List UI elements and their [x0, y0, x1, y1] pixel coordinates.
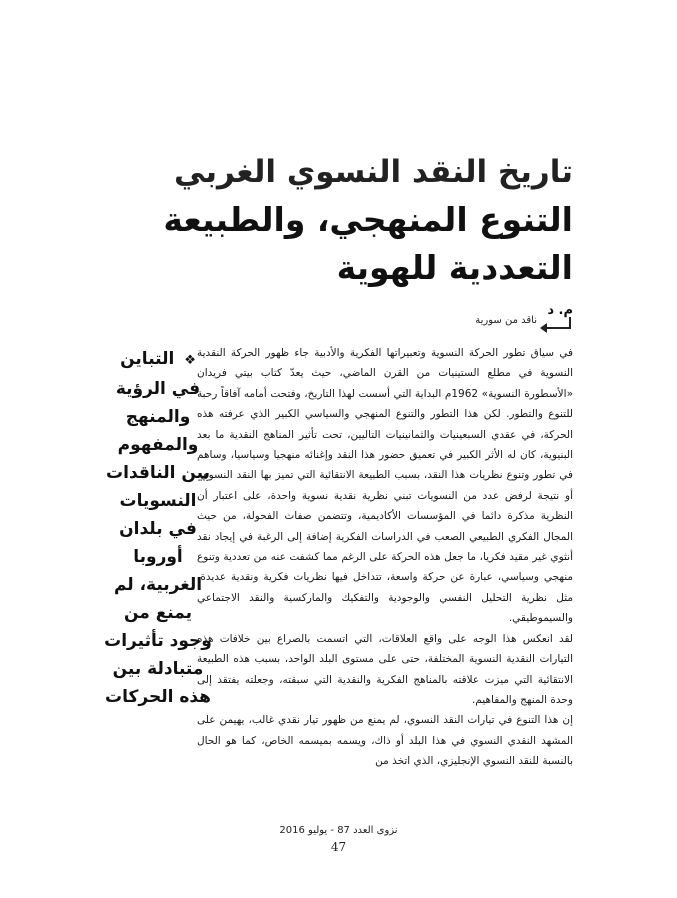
author-byline	[453, 303, 573, 339]
author-role: ناقد من سورية	[475, 315, 537, 326]
issue-info: نزوى العدد 87 - يوليو 2016	[279, 825, 398, 836]
pull-quote-text: التباين في الرؤية والمنهج والمفهوم بين الناقدات النسويات في بلدان أوروبا الغربية، لم يمنع من وجود تأثيرات متبادلة بين هذه الحركات	[104, 349, 212, 707]
author-arrow-icon	[547, 317, 571, 329]
body-paragraph: إن هذا التنوع في تيارات النقد النسوي، لم يمنع من ظهور تيار نقدي غالب، يهيمن على المشهد النقدي النسوي في هذا البلد أو ذاك، ويسمه بميسمه الخاص، كما هو الحال بالنسبة للنقد النسوي الإنجليزي، الذي اتخذ من	[197, 714, 573, 768]
pull-quote	[104, 345, 212, 711]
diamond-bullet-icon: ❖	[184, 353, 196, 368]
body-paragraph: في سياق تطور الحركة النسوية وتعبيراتها الفكرية والأدبية جاء ظهور الحركة النقدية النسوية في مطلع الستينيات من القرن الماضي، حيث يعدّ كتاب بيتي فريدان «الأسطورة النسوية» 1962م البداية التي أسست لهذا التاريخ، وفتحت أمامه آفاقاً رحبة للتنوع والتطور. لكن هذا التطور والتنوع المنهجي والسياسي الكبير الذي عرفته هذه الحركة، في عقدي السبعينيات والثمانينيات التاليين، تحت تأثير المناهج النقدية ما بعد البنيوية، كان له الأثر الكبير في تعميق حضور هذا النقد وإغنائه منهجيا وسياسيا، وساهم في تطور وتنوع نظريات هذا النقد، بسبب الطبيعة الانتقائية التي تميز بها النقد النسوي، أو نتيجة لرفض عدد من النسويات تبني نظرية نقدية نسوية واحدة، على اعتبار أن النظرية مذكرة دائما في المؤسسات الأكاديمية، وتتضمن صفات الفحولة، من حيث المجال الفكري الطبيعي الصعب في الدراسات الفكرية إضافة إلى الرغبة في إيجاد نقد أنثوي غير مقيد فكريا، ما جعل هذه الحركة على الرغم مما كشفت عنه من تعددية وتنوع منهجي وسياسي، عبارة عن حركة واسعة، تتداخل فيها نظريات فكرية ونقدية عديدة، مثل نظرية التحليل النفسي والوجودية والتفكيك والماركسية والنقد الاجتماعي والسيموطيقي.	[197, 347, 573, 625]
article-body	[197, 343, 573, 772]
article-title: تاريخ النقد النسوي الغربي	[174, 154, 573, 190]
body-paragraph: لقد انعكس هذا الوجه على واقع العلاقات، التي اتسمت بالصراع بين خلافات هذه التيارات النقدية النسوية المختلفة، حتى على مستوى البلد الواحد، بسبب هذه الطبيعة الانتقائية التي ميزت علاقته بالمناهج الفكرية والنقدية التي سبقته، وجعلته يفتقد إلى وحدة المنهج والمفاهيم.	[197, 632, 573, 706]
author-name: م. د	[547, 303, 573, 318]
article-subtitle: التنوع المنهجي، والطبيعة التعددية للهوية	[163, 200, 573, 287]
page-number: 47	[330, 840, 347, 854]
